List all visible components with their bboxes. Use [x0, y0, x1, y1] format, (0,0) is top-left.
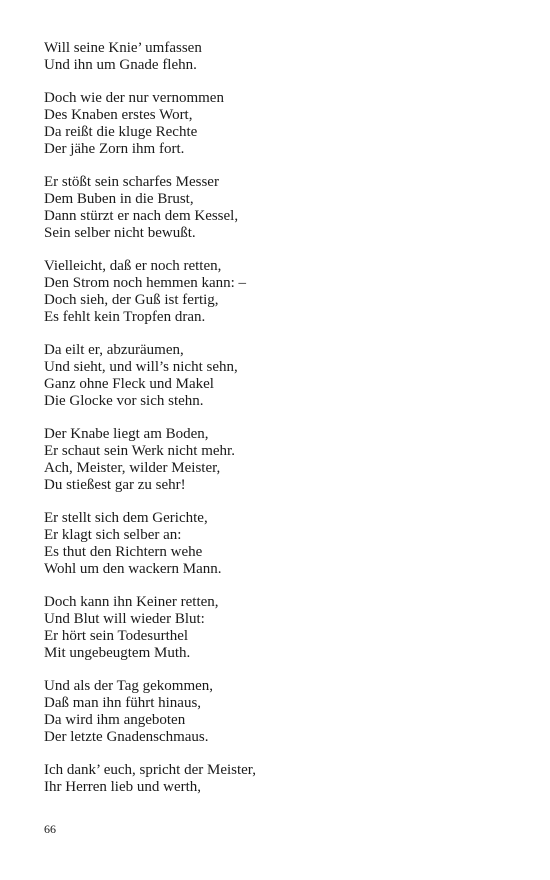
poem-line: Und sieht, und will’s nicht sehn, [44, 359, 238, 375]
poem-line: Wohl um den wackern Mann. [44, 561, 222, 577]
poem-line: Mit ungebeugtem Muth. [44, 645, 191, 661]
page-number: 66 [44, 822, 56, 836]
poem-line: Dann stürzt er nach dem Kessel, [44, 208, 239, 224]
poem-line: Der jähe Zorn ihm fort. [44, 141, 185, 157]
stanza [44, 258, 504, 326]
poem-line: Der Knabe liegt am Boden, [44, 426, 209, 442]
poem-line: Du stießest gar zu sehr! [44, 477, 186, 493]
poem-line: Da wird ihm angeboten [44, 712, 186, 728]
poem-line: Er hört sein Todesurthel [44, 628, 189, 644]
poem-line: Da reißt die kluge Rechte [44, 124, 198, 140]
poem-line: Und ihn um Gnade flehn. [44, 57, 197, 73]
poem-line: Daß man ihn führt hinaus, [44, 695, 202, 711]
stanza [44, 90, 504, 158]
poem-line: Ihr Herren lieb und werth, [44, 779, 202, 795]
poem-line: Doch wie der nur vernommen [44, 90, 224, 106]
stanza [44, 342, 504, 410]
poem-line: Doch kann ihn Keiner retten, [44, 594, 219, 610]
poem-line: Ganz ohne Fleck und Makel [44, 376, 214, 392]
poem-line: Ich dank’ euch, spricht der Meister, [44, 762, 256, 778]
poem-line: Und als der Tag gekommen, [44, 678, 214, 694]
poem-line: Will seine Knie’ umfassen [44, 40, 202, 56]
poem-line: Da eilt er, abzuräumen, [44, 342, 184, 358]
poem-line: Er schaut sein Werk nicht mehr. [44, 443, 235, 459]
poem-line: Des Knaben erstes Wort, [44, 107, 193, 123]
poem-line: Doch sieh, der Guß ist fertig, [44, 292, 219, 308]
poem-line: Und Blut will wieder Blut: [44, 611, 205, 627]
poem-line: Er klagt sich selber an: [44, 527, 182, 543]
stanza [44, 594, 504, 662]
poem-line: Der letzte Gnadenschmaus. [44, 729, 209, 745]
poem-line: Sein selber nicht bewußt. [44, 225, 196, 241]
poem-line: Es fehlt kein Tropfen dran. [44, 309, 206, 325]
poem-line: Dem Buben in die Brust, [44, 191, 194, 207]
poem-line: Ach, Meister, wilder Meister, [44, 460, 221, 476]
poem-line: Er stellt sich dem Gerichte, [44, 510, 208, 526]
poem-line: Er stößt sein scharfes Messer [44, 174, 219, 190]
stanza [44, 678, 504, 746]
poem-line: Es thut den Richtern wehe [44, 544, 203, 560]
stanza [44, 762, 504, 796]
stanza [44, 174, 504, 242]
poem-text [44, 40, 504, 812]
stanza [44, 40, 504, 74]
stanza [44, 510, 504, 578]
poem-line: Vielleicht, daß er noch retten, [44, 258, 222, 274]
poem-line: Die Glocke vor sich stehn. [44, 393, 204, 409]
stanza [44, 426, 504, 494]
poem-line: Den Strom noch hemmen kann: – [44, 275, 247, 291]
